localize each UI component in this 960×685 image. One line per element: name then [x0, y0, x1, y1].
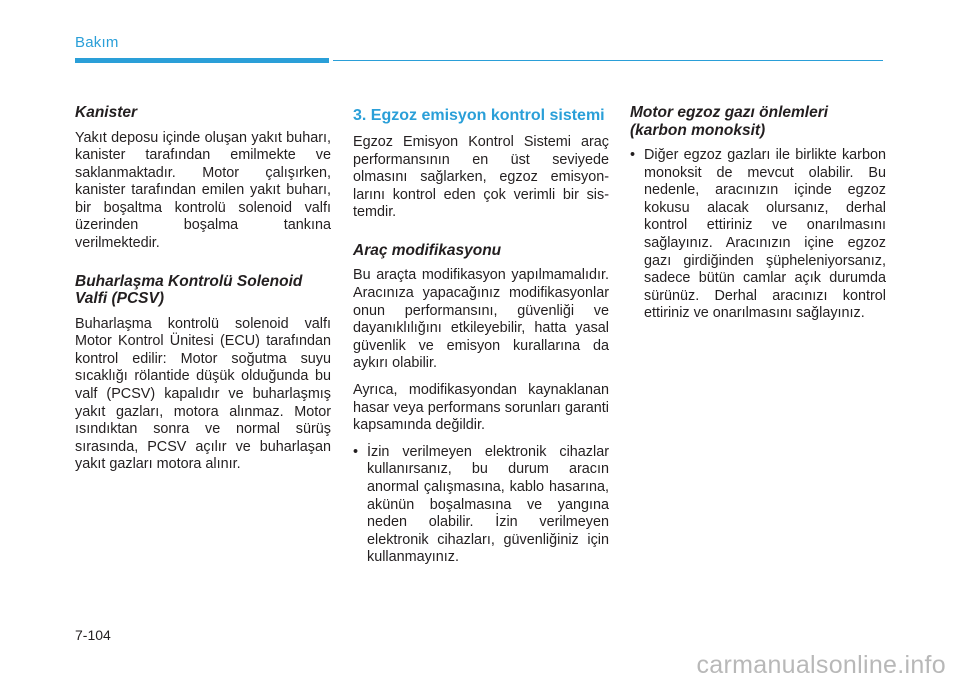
column-left: [75, 104, 331, 483]
page-number: 7-104: [75, 627, 111, 643]
header-rule-accent: [75, 58, 329, 63]
watermark-text: carmanualsonline.info: [696, 651, 946, 679]
column-right: [630, 104, 886, 323]
list-item: [630, 147, 886, 323]
heading-pcsv: Buharlaşma Kontrolü Solenoid Valfi (PCSV): [75, 272, 303, 308]
bullet-list-electronics: [353, 444, 609, 567]
bullet-icon: •: [630, 147, 636, 163]
paragraph-kanister: Yakıt deposu içinde oluşan yakıt buharı, kanister tarafından emilmekte ve saklanmaktadır. Motor çalışırken, kanister tarafından emilen yakıt buharı, bir boşaltma kontrolü solenoid valfı üzerinden boşalma tankına verilmektedir.: [75, 129, 331, 252]
bullet-list-exhaust: [630, 147, 886, 323]
heading-exhaust-emission: 3. Egzoz emisyon kontrol sistemi: [353, 107, 605, 124]
heading-carbon-monoxide: Motor egzoz gazı önlemleri (karbon monoksit): [630, 104, 829, 139]
bullet-icon: •: [353, 443, 359, 460]
paragraph-warranty: Ayrıca, modifikasyondan kaynaklanan hasar veya performans sorunları garanti kapsamında değildir.: [353, 382, 609, 434]
list-item: [353, 444, 609, 567]
paragraph-exhaust-system: Egzoz Emisyon Kontrol Sistemi araç performansının en üst seviyede olmasını sağlarken, egzoz emisyonlarını kontrol eden çok verimli bir sistemdir.: [353, 134, 609, 221]
header-rule-line: [333, 60, 883, 61]
column-middle: [353, 107, 609, 567]
paragraph-modification: Bu araçta modifikasyon yapılmamalıdır. Aracınıza yapacağınız modifikasyonlar onun performansını, güvenliği ve dayanıklılığını etkileyebilir, hatta yasal güvenlik ve emisyon kurallarına da aykırı olabilir.: [353, 267, 609, 372]
heading-vehicle-modification: Araç modifikasyonu: [353, 241, 502, 259]
paragraph-pcsv: Buharlaşma kontrolü solenoid valfı Motor Kontrol Ünitesi (ECU) tarafından kontrol edilir: Motor soğutma suyu sıcaklığı rölantide düşük olduğunda bu valf (PCSV) kapalıdır ve buharlaşmış yakıt gazları, motora alınmaz. Motor ısındıktan sonra ve normal sürüş sırasında, PCSV açılır ve buharlaşan yakıt gazları motora alınır.: [75, 315, 331, 473]
heading-kanister: Kanister: [75, 104, 138, 121]
section-title: Bakım: [75, 34, 119, 51]
list-item-text: İzin verilmeyen elektronik cihazlar kullanırsanız, bu durum aracın anormal çalışmasına, kablo hasarına, akünün boşalmasına ve yangına neden olabilir. İzin verilmeyen elektronik cihazları, güvenliğiniz için kullanmayınız.: [367, 443, 609, 566]
list-item-text: Diğer egzoz gazları ile birlikte karbon monoksit de mevcut olabilir. Bu nedenle, aracınızın içinde egzoz kokusu alacak olursanız, derhal kontrol ettiriniz ve onarılmasını sağlayınız. Aracınızın içine egzoz gazı girdiğinden şüpheleniyorsanız, sadece bütün camlar açık durumda sürünüz. Derhal aracınızı kontrol ettiriniz ve onarılmasını sağlayınız.: [644, 147, 886, 322]
